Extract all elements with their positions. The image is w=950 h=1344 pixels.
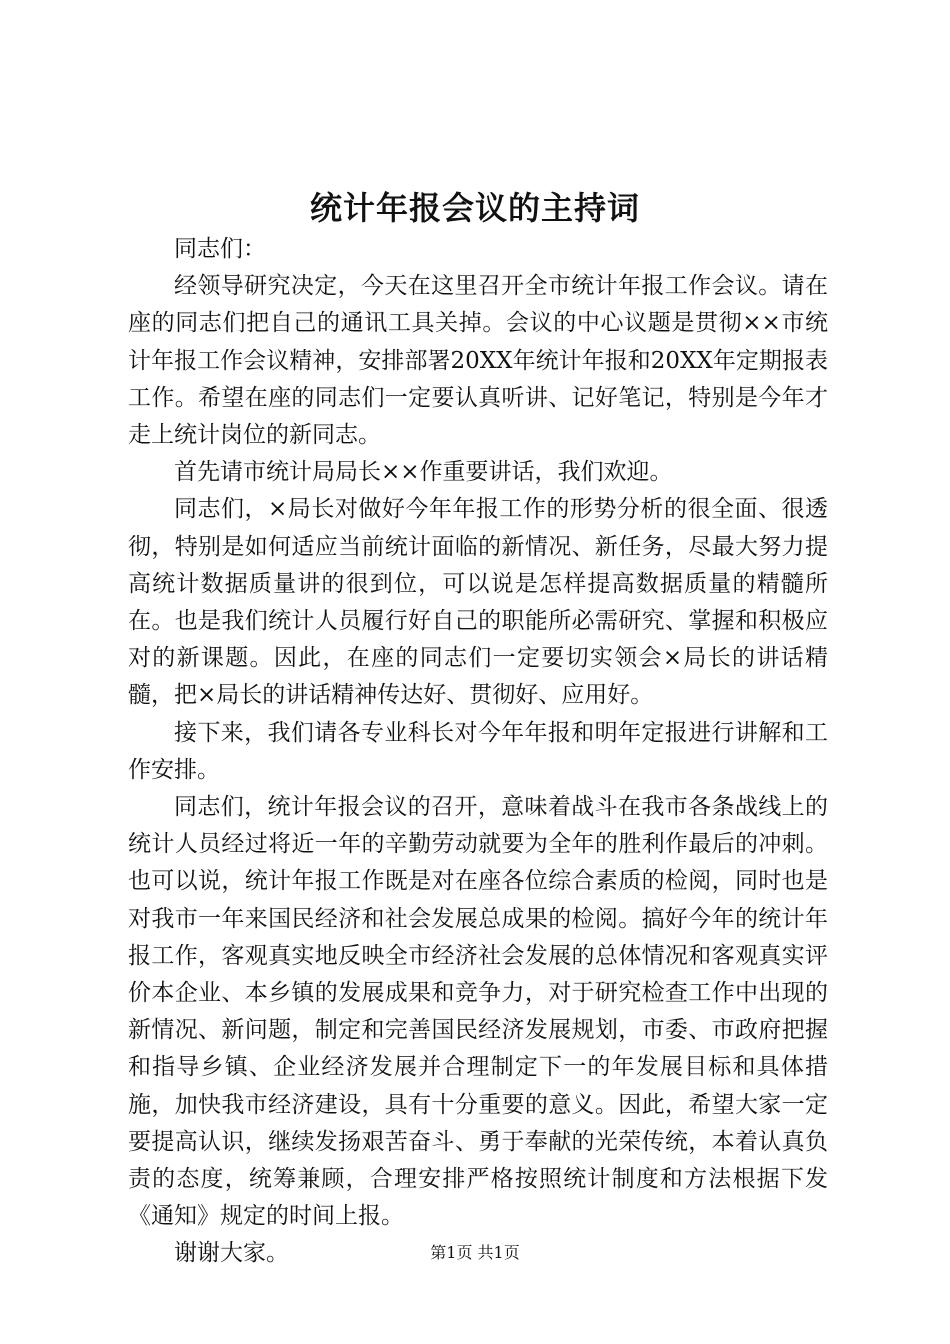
paragraph-salutation: 同志们：	[174, 236, 266, 262]
paragraph-invite-speech: 首先请市统计局局长××作重要讲话，我们欢迎。	[174, 459, 673, 486]
document-body	[128, 231, 828, 1273]
paragraph-opening: 经领导研究决定，今天在这里召开全市统计年报工作会议。请在座的同志们把自己的通讯工具关掉。会议的中心议题是贯彻××市统计年报工作会议精神，安排部署20XX年统计年报和20XX年定期报表工作。希望在座的同志们一定要认真听讲、记好笔记，特别是今年才走上统计岗位的新同志。	[128, 273, 828, 449]
paragraph-next-section: 接下来，我们请各专业科长对今年年报和明年定报进行讲解和工作安排。	[128, 719, 828, 783]
page-footer: 第1页 共1页	[430, 1243, 520, 1262]
paragraph-thanks: 谢谢大家。	[174, 1240, 289, 1267]
document-title: 统计年报会议的主持词	[309, 189, 640, 227]
paragraph-closing-remarks: 同志们，统计年报会议的召开，意味着战斗在我市各条战线上的统计人员经过将近一年的辛勤劳动就要为全年的胜利作最后的冲刺。也可以说，统计年报工作既是对在座各位综合素质的检阅，同时也是对我市一年来国民经济和社会发展总成果的检阅。搞好今年的统计年报工作，客观真实地反映全市经济社会发展的总体情况和客观真实评价本企业、本乡镇的发展成果和竞争力，对于研究检查工作中出现的新情况、新问题，制定和完善国民经济发展规划，市委、市政府把握和指导乡镇、企业经济发展并合理制定下一的年发展目标和具体措施，加快我市经济建设，具有十分重要的意义。因此，希望大家一定要提高认识，继续发扬艰苦奋斗、勇于奉献的光荣传统，本着认真负责的态度，统筹兼顾，合理安排严格按照统计制度和方法根据下发《通知》规定的时间上报。	[128, 794, 828, 1230]
paragraph-speech-summary: 同志们，×局长对做好今年年报工作的形势分析的很全面、很透彻，特别是如何适应当前统计面临的新情况、新任务，尽最大努力提高统计数据质量讲的很到位，可以说是怎样提高数据质量的精髓所在。也是我们统计人员履行好自己的职能所必需研究、掌握和积极应对的新课题。因此，在座的同志们一定要切实领会×局长的讲话精髓，把×局长的讲话精神传达好、贯彻好、应用好。	[128, 496, 828, 709]
